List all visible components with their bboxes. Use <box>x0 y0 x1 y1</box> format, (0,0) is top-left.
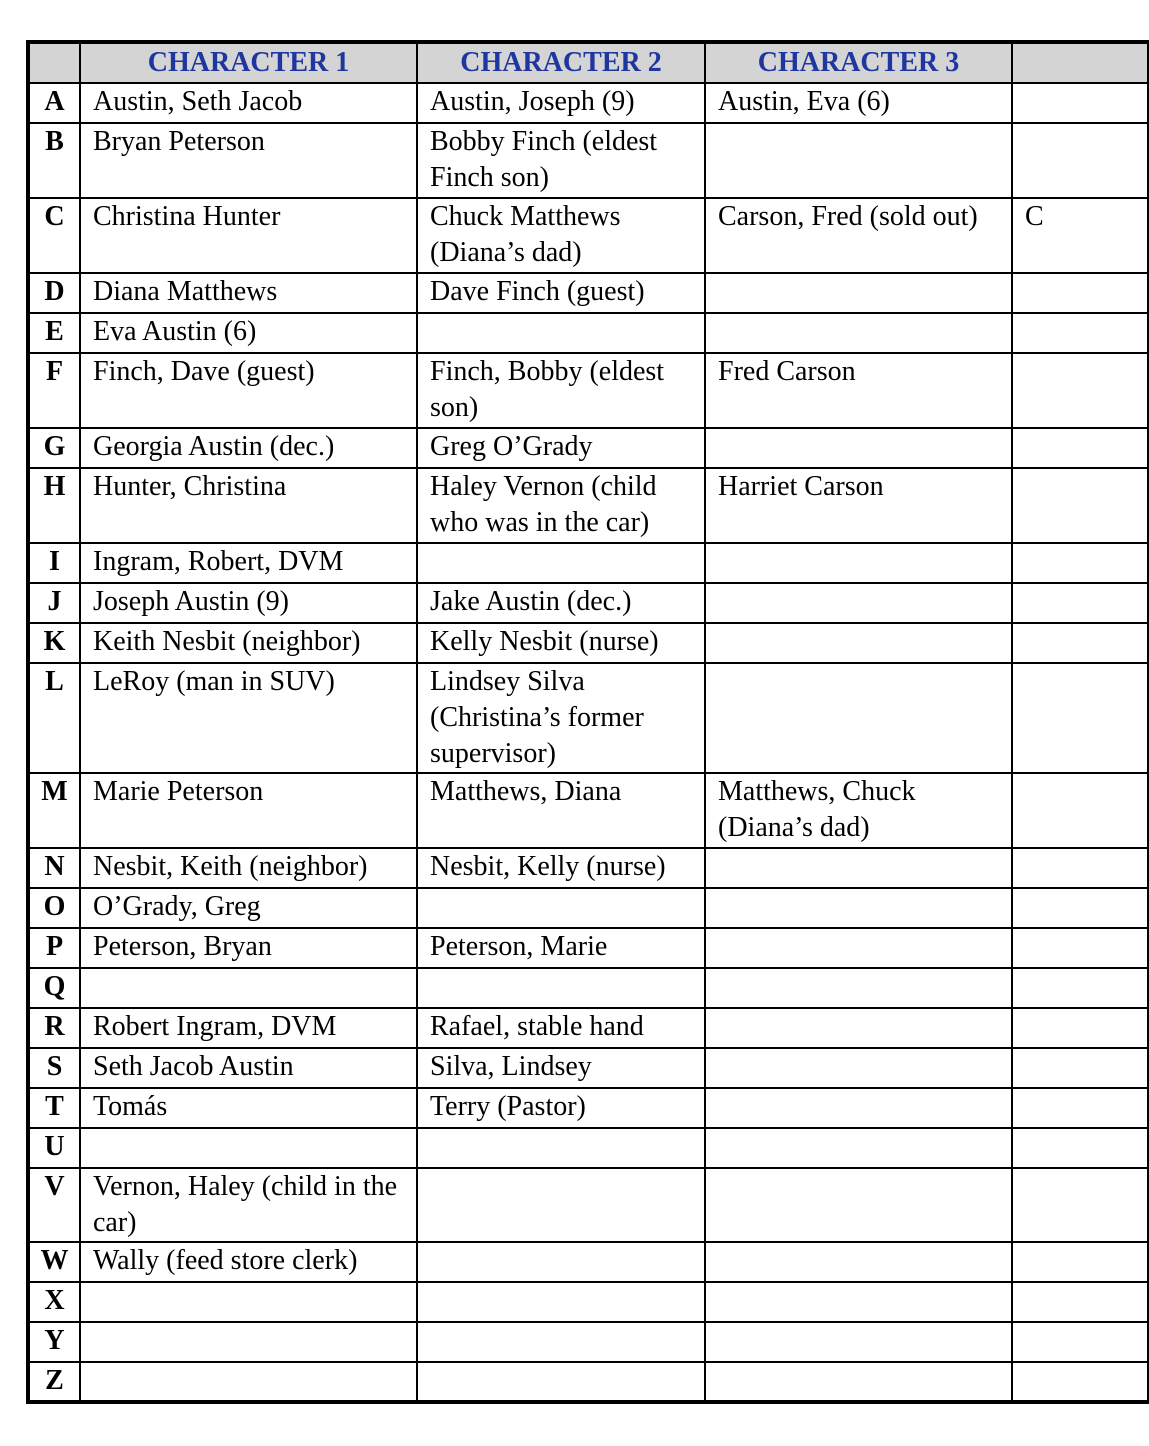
character-4-cell <box>1012 968 1148 1008</box>
character-3-cell <box>705 313 1012 353</box>
character-2-cell: Finch, Bobby (eldest son) <box>417 353 705 428</box>
character-1-cell: Peterson, Bryan <box>80 928 417 968</box>
character-4-cell <box>1012 928 1148 968</box>
character-2-cell: Nesbit, Kelly (nurse) <box>417 848 705 888</box>
character-1-cell: Keith Nesbit (neighbor) <box>80 623 417 663</box>
character-2-cell: Matthews, Diana <box>417 773 705 848</box>
character-2-cell <box>417 543 705 583</box>
character-3-cell <box>705 848 1012 888</box>
character-3-cell: Harriet Carson <box>705 468 1012 543</box>
table-row <box>28 623 1148 663</box>
character-4-cell <box>1012 468 1148 543</box>
table-row <box>28 1088 1148 1128</box>
table-row <box>28 83 1148 123</box>
table-row <box>28 123 1148 198</box>
row-letter-cell: F <box>28 353 80 428</box>
character-4-cell <box>1012 123 1148 198</box>
character-1-cell: Austin, Seth Jacob <box>80 83 417 123</box>
character-4-cell <box>1012 1088 1148 1128</box>
character-1-cell: Diana Matthews <box>80 273 417 313</box>
character-3-cell <box>705 428 1012 468</box>
table-row <box>28 1048 1148 1088</box>
character-1-cell: Finch, Dave (guest) <box>80 353 417 428</box>
character-4-cell: C <box>1012 198 1148 273</box>
character-1-cell <box>80 1362 417 1402</box>
row-letter-cell: R <box>28 1008 80 1048</box>
character-2-cell: Rafael, stable hand <box>417 1008 705 1048</box>
character-1-cell: Seth Jacob Austin <box>80 1048 417 1088</box>
character-3-cell: Carson, Fred (sold out) <box>705 198 1012 273</box>
character-index-sheet <box>26 40 1044 1404</box>
character-2-cell <box>417 1128 705 1168</box>
row-letter-cell: O <box>28 888 80 928</box>
row-letter-cell: X <box>28 1282 80 1322</box>
character-4-cell <box>1012 1048 1148 1088</box>
character-3-cell <box>705 1048 1012 1088</box>
character-1-cell: Nesbit, Keith (neighbor) <box>80 848 417 888</box>
table-row <box>28 1242 1148 1282</box>
character-4-cell <box>1012 543 1148 583</box>
character-2-cell: Chuck Matthews (Diana’s dad) <box>417 198 705 273</box>
character-3-cell <box>705 1168 1012 1242</box>
character-2-cell: Terry (Pastor) <box>417 1088 705 1128</box>
character-index-table <box>26 40 1149 1404</box>
row-letter-cell: C <box>28 198 80 273</box>
character-1-cell <box>80 1128 417 1168</box>
table-row <box>28 468 1148 543</box>
character-1-cell: Vernon, Haley (child in the car) <box>80 1168 417 1242</box>
table-row <box>28 968 1148 1008</box>
row-letter-cell: E <box>28 313 80 353</box>
character-3-cell <box>705 583 1012 623</box>
table-row <box>28 773 1148 848</box>
row-letter-cell: P <box>28 928 80 968</box>
character-2-cell: Austin, Joseph (9) <box>417 83 705 123</box>
character-2-cell <box>417 888 705 928</box>
character-4-cell <box>1012 313 1148 353</box>
table-row <box>28 583 1148 623</box>
character-3-cell <box>705 888 1012 928</box>
character-1-cell <box>80 1322 417 1362</box>
character-1-cell: Marie Peterson <box>80 773 417 848</box>
character-2-cell: Kelly Nesbit (nurse) <box>417 623 705 663</box>
character-1-cell: Georgia Austin (dec.) <box>80 428 417 468</box>
character-3-cell <box>705 543 1012 583</box>
character-2-cell: Peterson, Marie <box>417 928 705 968</box>
header-character-2: CHARACTER 2 <box>417 42 705 83</box>
row-letter-cell: J <box>28 583 80 623</box>
row-letter-cell: S <box>28 1048 80 1088</box>
table-row <box>28 888 1148 928</box>
character-4-cell <box>1012 623 1148 663</box>
row-letter-cell: M <box>28 773 80 848</box>
character-1-cell: Bryan Peterson <box>80 123 417 198</box>
row-letter-cell: U <box>28 1128 80 1168</box>
header-row <box>28 42 1148 83</box>
character-1-cell: Joseph Austin (9) <box>80 583 417 623</box>
character-2-cell <box>417 1282 705 1322</box>
row-letter-cell: Q <box>28 968 80 1008</box>
table-row <box>28 198 1148 273</box>
character-2-cell: Lindsey Silva (Christina’s former supervisor) <box>417 663 705 773</box>
character-2-cell: Bobby Finch (eldest Finch son) <box>417 123 705 198</box>
character-3-cell <box>705 663 1012 773</box>
character-1-cell: Hunter, Christina <box>80 468 417 543</box>
character-4-cell <box>1012 888 1148 928</box>
character-4-cell <box>1012 583 1148 623</box>
character-3-cell <box>705 623 1012 663</box>
character-1-cell: Christina Hunter <box>80 198 417 273</box>
table-row <box>28 663 1148 773</box>
row-letter-cell: K <box>28 623 80 663</box>
table-row <box>28 273 1148 313</box>
character-3-cell <box>705 928 1012 968</box>
row-letter-cell: V <box>28 1168 80 1242</box>
character-2-cell <box>417 1242 705 1282</box>
row-letter-cell: W <box>28 1242 80 1282</box>
character-3-cell <box>705 1128 1012 1168</box>
character-1-cell: O’Grady, Greg <box>80 888 417 928</box>
row-letter-cell: I <box>28 543 80 583</box>
table-row <box>28 848 1148 888</box>
character-1-cell: Eva Austin (6) <box>80 313 417 353</box>
header-character-1: CHARACTER 1 <box>80 42 417 83</box>
character-3-cell: Matthews, Chuck (Diana’s dad) <box>705 773 1012 848</box>
character-3-cell <box>705 1242 1012 1282</box>
character-3-cell <box>705 273 1012 313</box>
character-3-cell: Fred Carson <box>705 353 1012 428</box>
table-row <box>28 543 1148 583</box>
table-row <box>28 313 1148 353</box>
table-row <box>28 1322 1148 1362</box>
character-2-cell: Dave Finch (guest) <box>417 273 705 313</box>
table-row <box>28 353 1148 428</box>
character-3-cell <box>705 1362 1012 1402</box>
character-4-cell <box>1012 428 1148 468</box>
character-4-cell <box>1012 83 1148 123</box>
character-3-cell <box>705 1088 1012 1128</box>
character-4-cell <box>1012 1008 1148 1048</box>
character-3-cell <box>705 968 1012 1008</box>
character-4-cell <box>1012 1168 1148 1242</box>
character-4-cell <box>1012 1128 1148 1168</box>
table-row <box>28 1128 1148 1168</box>
character-2-cell <box>417 1362 705 1402</box>
character-3-cell <box>705 1008 1012 1048</box>
table-row <box>28 1282 1148 1322</box>
row-letter-cell: G <box>28 428 80 468</box>
row-letter-cell: A <box>28 83 80 123</box>
character-1-cell: LeRoy (man in SUV) <box>80 663 417 773</box>
table-row <box>28 1168 1148 1242</box>
character-4-cell <box>1012 663 1148 773</box>
row-letter-cell: H <box>28 468 80 543</box>
character-1-cell: Wally (feed store clerk) <box>80 1242 417 1282</box>
character-2-cell <box>417 1168 705 1242</box>
character-1-cell <box>80 1282 417 1322</box>
row-letter-cell: N <box>28 848 80 888</box>
character-2-cell <box>417 313 705 353</box>
row-letter-cell: L <box>28 663 80 773</box>
character-3-cell <box>705 1322 1012 1362</box>
character-2-cell: Jake Austin (dec.) <box>417 583 705 623</box>
row-letter-cell: Y <box>28 1322 80 1362</box>
character-3-cell <box>705 123 1012 198</box>
character-2-cell <box>417 968 705 1008</box>
table-row <box>28 1008 1148 1048</box>
character-4-cell <box>1012 1322 1148 1362</box>
character-4-cell <box>1012 1242 1148 1282</box>
row-letter-cell: T <box>28 1088 80 1128</box>
table-row <box>28 1362 1148 1402</box>
character-3-cell <box>705 1282 1012 1322</box>
character-2-cell: Greg O’Grady <box>417 428 705 468</box>
row-letter-cell: Z <box>28 1362 80 1402</box>
character-4-cell <box>1012 273 1148 313</box>
character-2-cell: Haley Vernon (child who was in the car) <box>417 468 705 543</box>
header-character-4 <box>1012 42 1148 83</box>
character-1-cell: Robert Ingram, DVM <box>80 1008 417 1048</box>
character-2-cell: Silva, Lindsey <box>417 1048 705 1088</box>
character-1-cell: Ingram, Robert, DVM <box>80 543 417 583</box>
table-row <box>28 428 1148 468</box>
table-row <box>28 928 1148 968</box>
header-corner-cell <box>28 42 80 83</box>
character-4-cell <box>1012 1282 1148 1322</box>
character-4-cell <box>1012 353 1148 428</box>
character-4-cell <box>1012 1362 1148 1402</box>
character-4-cell <box>1012 848 1148 888</box>
character-3-cell: Austin, Eva (6) <box>705 83 1012 123</box>
row-letter-cell: D <box>28 273 80 313</box>
header-character-3: CHARACTER 3 <box>705 42 1012 83</box>
character-2-cell <box>417 1322 705 1362</box>
character-1-cell: Tomás <box>80 1088 417 1128</box>
character-1-cell <box>80 968 417 1008</box>
row-letter-cell: B <box>28 123 80 198</box>
character-4-cell <box>1012 773 1148 848</box>
